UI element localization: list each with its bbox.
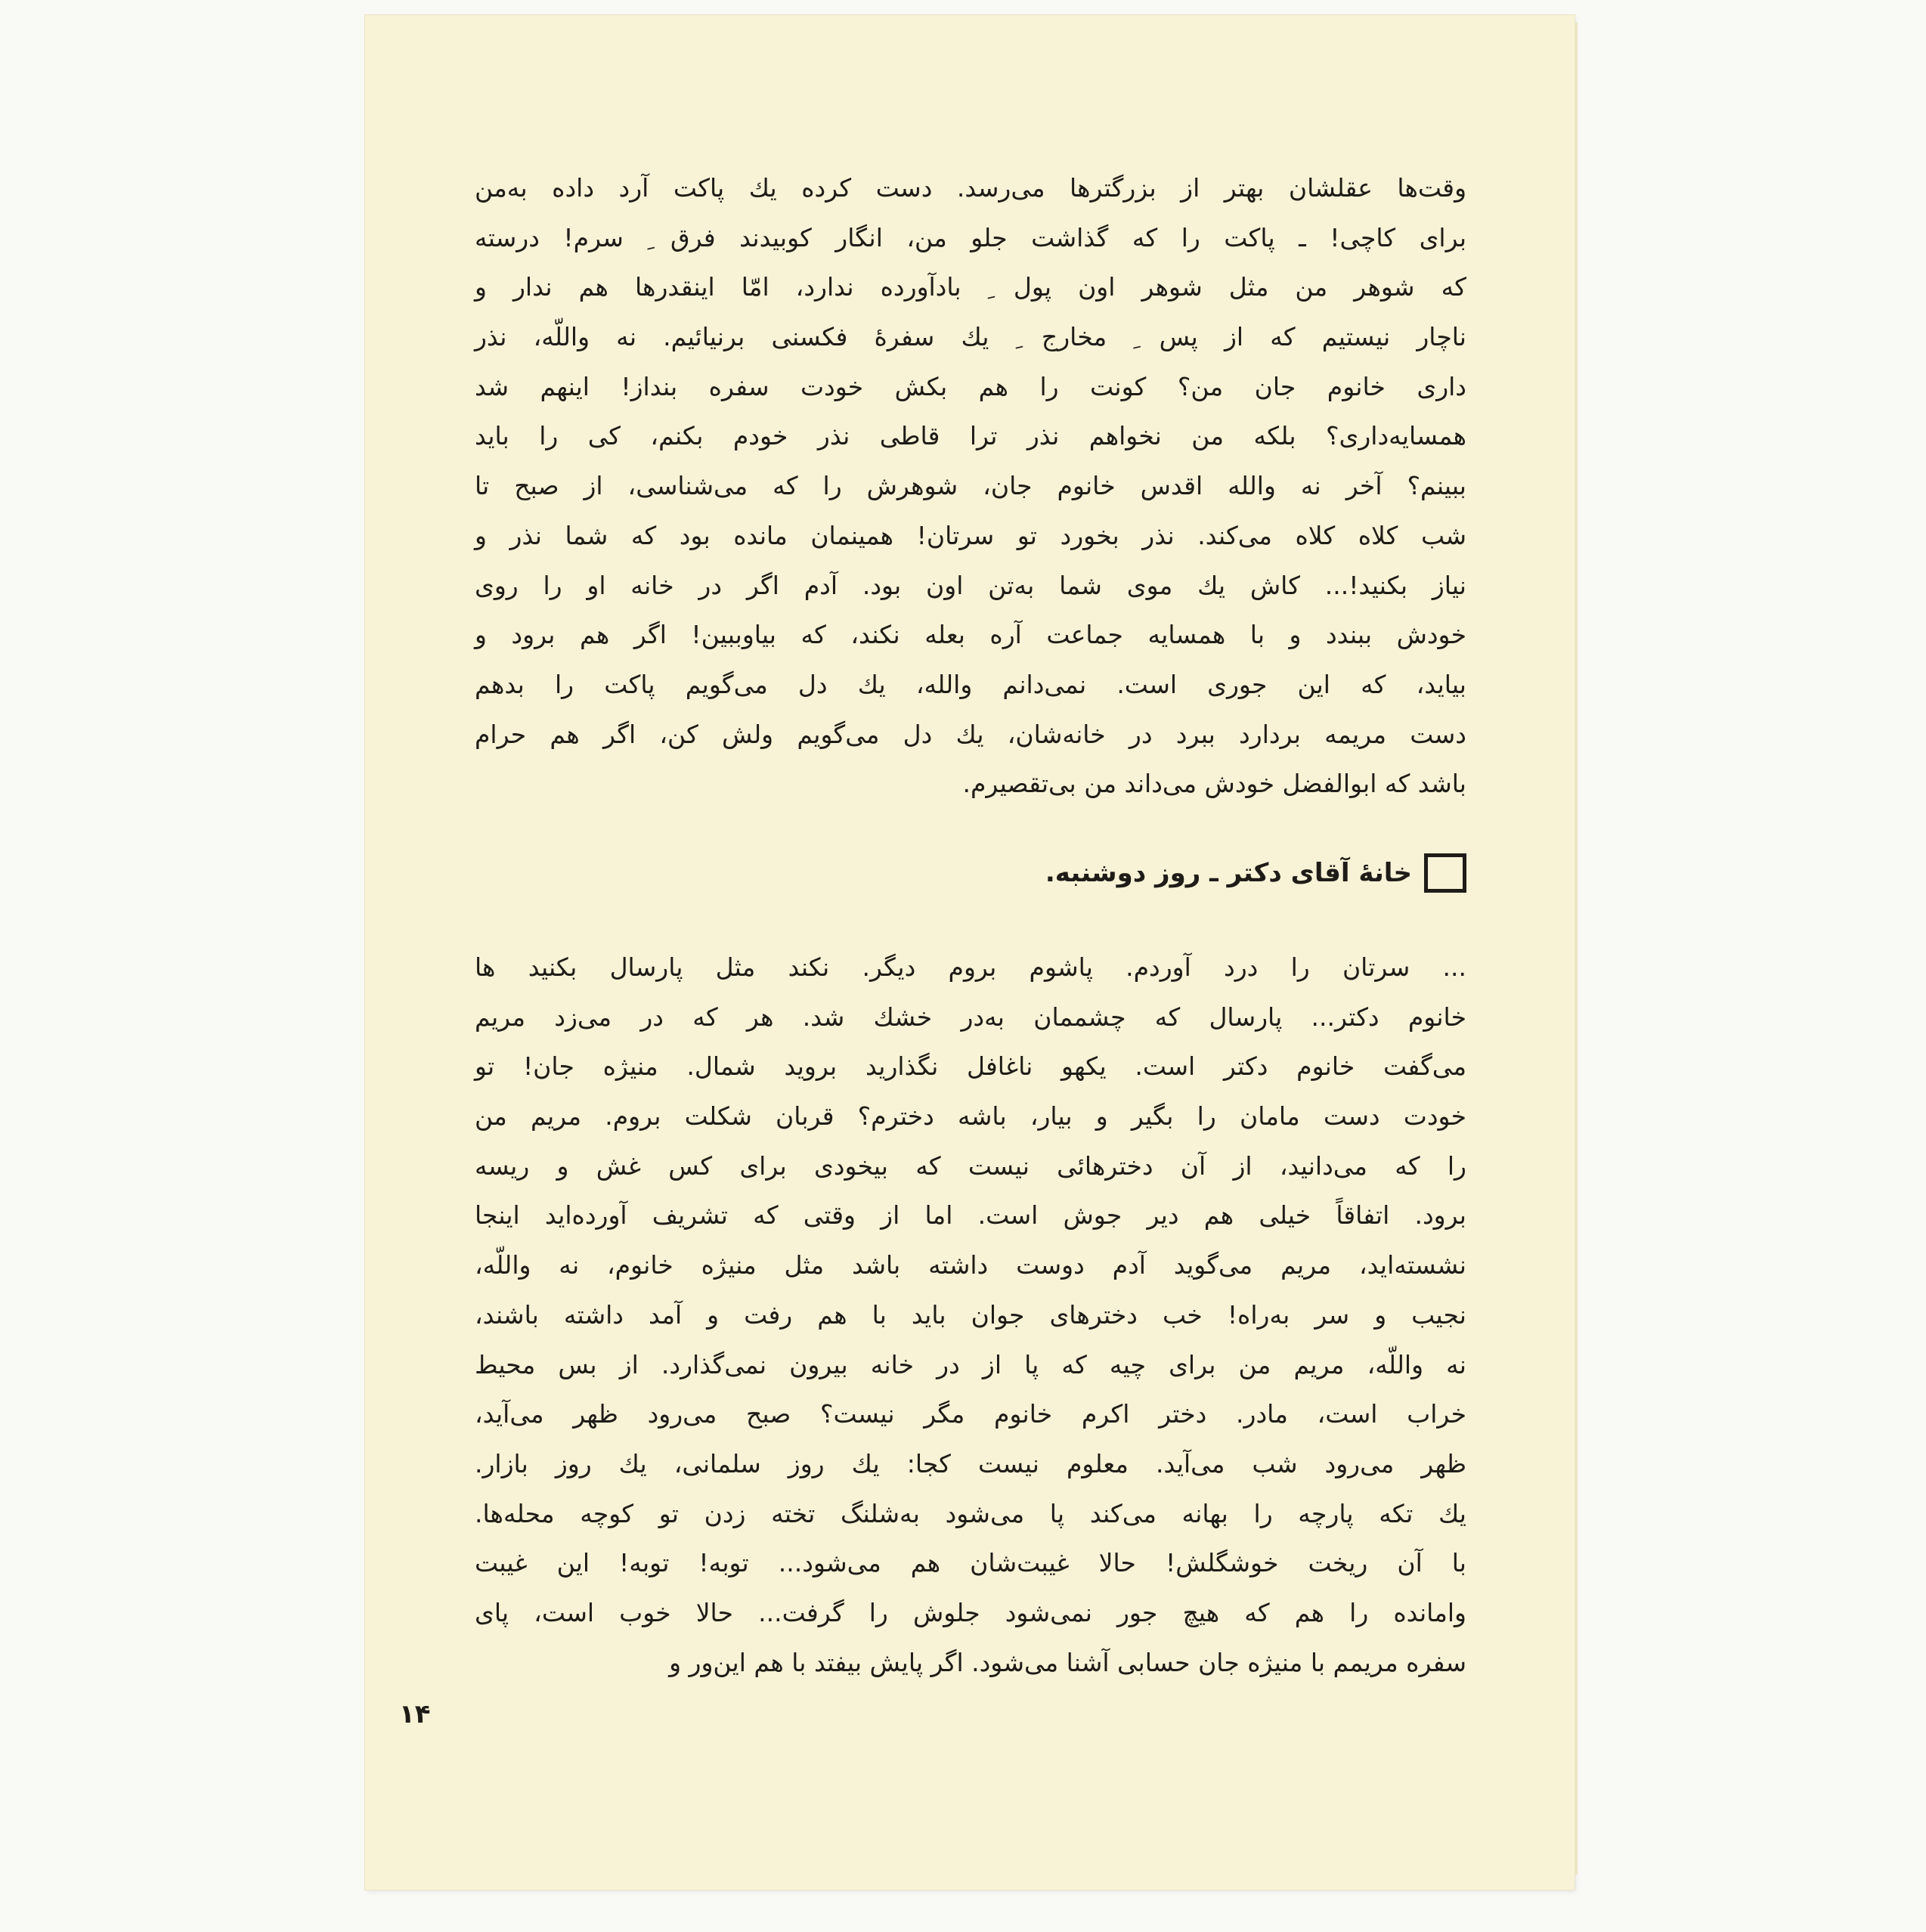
page-edge [1575, 23, 1578, 1875]
text-line: خانوم دکتر... پارسال که چشممان به‌در خشك شد. هر که در می‌زد مریم [475, 1002, 1466, 1032]
text-line: با آن ریخت خوشگلش! حالا غیبت‌شان هم می‌شود... توبه! توبه! این غیبت [475, 1548, 1466, 1578]
square-bullet-icon [1424, 853, 1466, 893]
text-line: داری خانوم جان من؟ کونت را هم بکش خودت سفره بنداز! اینهم شد [475, 371, 1466, 401]
text-line: شب کلاه کلاه می‌کند. نذر بخورد تو سرتان! همینمان مانده بود که شما نذر و [475, 520, 1466, 550]
text-line: نشسته‌اید، مریم می‌گوید آدم دوست داشته باشد مثل منیژه خانوم، نه واللّه، [475, 1250, 1466, 1280]
text-line: وامانده را هم که هیچ جور نمی‌شود جلوش را گرفت... حالا خوب است، پای [475, 1597, 1466, 1627]
text-line: را که می‌دانید، از آن دخترهائی نیست که بیخودی برای کس غش و ریسه [475, 1150, 1466, 1181]
section-heading [475, 847, 1466, 899]
paragraph-two [475, 943, 1466, 1687]
text-line: بیاید، که این جوری است. نمی‌دانم والله، یك دل می‌گویم پاکت را بدهم [475, 669, 1466, 699]
text-line: ببینم؟ آخر نه والله اقدس خانوم جان، شوهرش را که می‌شناسی، از صبح تا [475, 471, 1466, 501]
text-line: که شوهر من مثل شوهر اون پول ِ بادآورده ندارد، امّا اینقدرها هم ندار و [475, 272, 1466, 302]
text-line: وقت‌ها عقلشان بهتر از بزرگترها می‌رسد. دست کرده یك پاکت آرد داده به‌من [475, 173, 1466, 203]
text-line: خودش ببندد و با همسایه جماعت آره بعله نکند، که بیاوببین! اگر هم برود و [475, 620, 1466, 650]
text-line: نه واللّه، مریم من برای چیه که پا از در خانه بیرون نمی‌گذارد. از بس محیط [475, 1349, 1466, 1379]
text-line: ... سرتان را درد آوردم. پاشوم بروم دیگر. نکند مثل پارسال بکنید ها [475, 952, 1466, 982]
text-line: دست مریمه بردارد ببرد در خانه‌شان، یك دل می‌گویم ولش کن، اگر هم حرام [475, 719, 1466, 749]
page-number: ۱۴ [399, 1699, 431, 1729]
text-line: ناچار نیستیم که از پس ِ مخارج ِ یك سفرهٔ فکسنی برنیائیم. نه واللّه، نذر [475, 322, 1466, 352]
text-line: همسایه‌داری؟ بلکه من نخواهم نذر ترا قاطی نذر خودم بکنم، کی را باید [475, 421, 1466, 451]
text-line: برای کاچی! ـ پاکت را که گذاشت جلو من، انگار کوبیدند فرق ِ سرم! درسته [475, 222, 1466, 252]
text-line: نجیب و سر به‌راه! خب دخترهای جوان باید با هم رفت و آمد داشته باشند، [475, 1299, 1466, 1330]
book-page [365, 15, 1575, 1890]
text-line: می‌گفت خانوم دکتر است. یکهو ناغافل نگذارید بروید شمال. منیژه جان! تو [475, 1051, 1466, 1082]
text-line: خودت دست مامان را بگیر و بیار، باشه دخترم؟ قربان شکلت بروم. مریم من [475, 1101, 1466, 1132]
text-line: ظهر می‌رود شب می‌آید. معلوم نیست کجا: یك روز سلمانی، یك روز بازار. [475, 1448, 1466, 1478]
paragraph-one [475, 163, 1466, 809]
text-line: باشد که ابوالفضل خودش می‌داند من بی‌تقصیرم. [962, 769, 1466, 799]
section-heading-text: خانهٔ آقای دکتر ـ روز دوشنبه. [1045, 858, 1412, 888]
text-line: نیاز بکنید!... کاش یك موی شما به‌تن اون بود. آدم اگر در خانه او را روی [475, 570, 1466, 600]
text-line: سفره مریمم با منیژه جان حسابی آشنا می‌شود. اگر پایش بیفتد با هم این‌ور و [669, 1647, 1466, 1677]
text-line: یك تکه پارچه را بهانه می‌کند پا می‌شود به‌شلنگ تخته زدن تو کوچه محله‌ها. [475, 1498, 1466, 1528]
text-line: برود. اتفاقاً خیلی هم دیر جوش است. اما از وقتی که تشریف آورده‌اید اینجا [475, 1200, 1466, 1231]
text-line: خراب است، مادر. دختر اکرم خانوم مگر نیست؟ صبح می‌رود ظهر می‌آید، [475, 1399, 1466, 1429]
